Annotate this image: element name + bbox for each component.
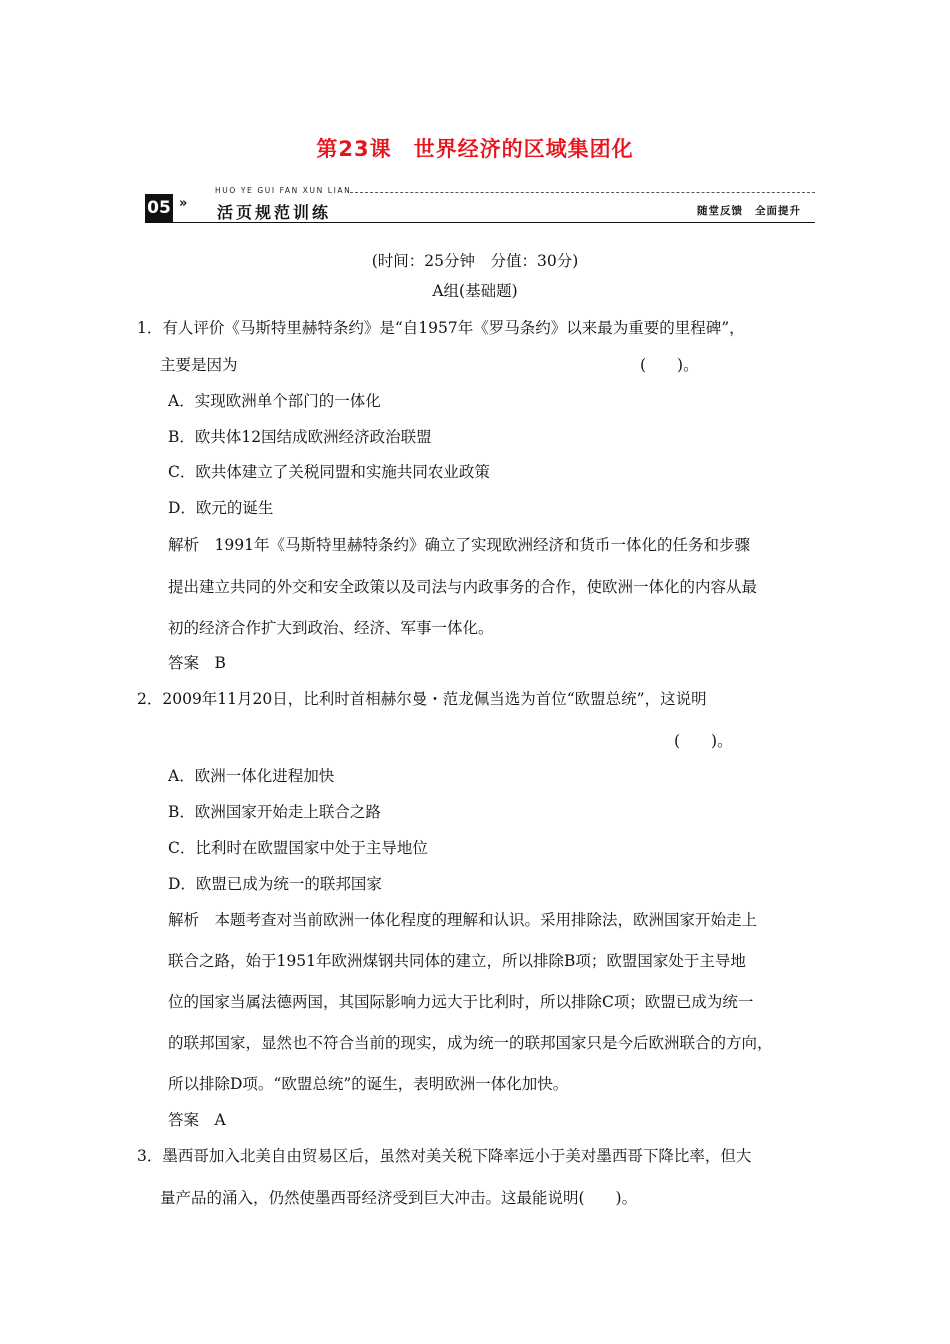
q1-stem-line1: 1．有人评价《马斯特里赫特条约》是“自1957年《罗马条约》以来最为重要的里程碑”， xyxy=(137,319,745,337)
q2-analysis-line3: 位的国家当属法德两国，其国际影响力远大于比利时，所以排除C项；欧盟已成为统一 xyxy=(168,993,754,1011)
q1-blank: ( )。 xyxy=(640,356,699,374)
q1-stem-line2: 主要是因为 xyxy=(160,356,238,374)
q2-option-a: A．欧洲一体化进程加快 xyxy=(168,767,335,785)
q1-option-b: B．欧共体12国结成欧洲经济政治联盟 xyxy=(168,428,432,446)
q1-answer: 答案 B xyxy=(168,654,226,672)
section-pinyin: HUO YE GUI FAN XUN LIAN xyxy=(215,186,352,195)
q1-option-a: A．实现欧洲单个部门的一体化 xyxy=(168,392,381,410)
banner-rule xyxy=(145,222,815,223)
page-title: 第23课 世界经济的区域集团化 xyxy=(316,137,634,161)
q2-stem: 2．2009年11月20日，比利时首相赫尔曼・范龙佩当选为首位“欧盟总统”，这说明 xyxy=(137,690,707,708)
banner-tag-improve: 全面提升 xyxy=(755,205,801,217)
double-arrow-icon: » xyxy=(179,196,188,211)
q2-analysis-line5: 所以排除D项。“欧盟总统”的诞生，表明欧洲一体化加快。 xyxy=(168,1075,569,1093)
q1-analysis-line2: 提出建立共同的外交和安全政策以及司法与内政事务的合作，使欧洲一体化的内容从最 xyxy=(168,578,758,596)
q2-option-b: B．欧洲国家开始走上联合之路 xyxy=(168,803,381,821)
q1-analysis-line3: 初的经济合作扩大到政治、经济、军事一体化。 xyxy=(168,619,494,637)
section-number-badge: 05 xyxy=(145,194,173,222)
section-heading: 活页规范训练 xyxy=(217,203,332,222)
q2-analysis-line4: 的联邦国家，显然也不符合当前的现实，成为统一的联邦国家只是今后欧洲联合的方向， xyxy=(168,1034,773,1052)
q1-analysis-line1: 解析 1991年《马斯特里赫特条约》确立了实现欧洲经济和货币一体化的任务和步骤 xyxy=(168,536,750,554)
group-heading: A组(基础题) xyxy=(432,282,518,300)
q2-option-c: C．比利时在欧盟国家中处于主导地位 xyxy=(168,839,428,857)
q1-option-d: D．欧元的诞生 xyxy=(168,499,274,517)
banner-tag-feedback: 随堂反馈 xyxy=(697,205,743,217)
q2-blank: ( )。 xyxy=(674,732,733,750)
banner-dashed-rule xyxy=(350,192,815,193)
q2-answer: 答案 A xyxy=(168,1111,226,1129)
q2-analysis-line2: 联合之路，始于1951年欧洲煤钢共同体的建立，所以排除B项；欧盟国家处于主导地 xyxy=(168,952,746,970)
q3-stem-line1: 3．墨西哥加入北美自由贸易区后，虽然对美关税下降率远小于美对墨西哥下降比率，但大 xyxy=(137,1147,752,1165)
q2-option-d: D．欧盟已成为统一的联邦国家 xyxy=(168,875,382,893)
q1-option-c: C．欧共体建立了关税同盟和实施共同农业政策 xyxy=(168,463,490,481)
banner-tagline xyxy=(697,203,801,218)
time-score: (时间：25分钟 分值：30分) xyxy=(371,252,579,270)
section-banner xyxy=(145,187,815,227)
q2-analysis-line1: 解析 本题考查对当前欧洲一体化程度的理解和认识。采用排除法，欧洲国家开始走上 xyxy=(168,911,758,929)
q3-stem-line2: 量产品的涌入，仍然使墨西哥经济受到巨大冲击。这最能说明( )。 xyxy=(160,1189,638,1207)
